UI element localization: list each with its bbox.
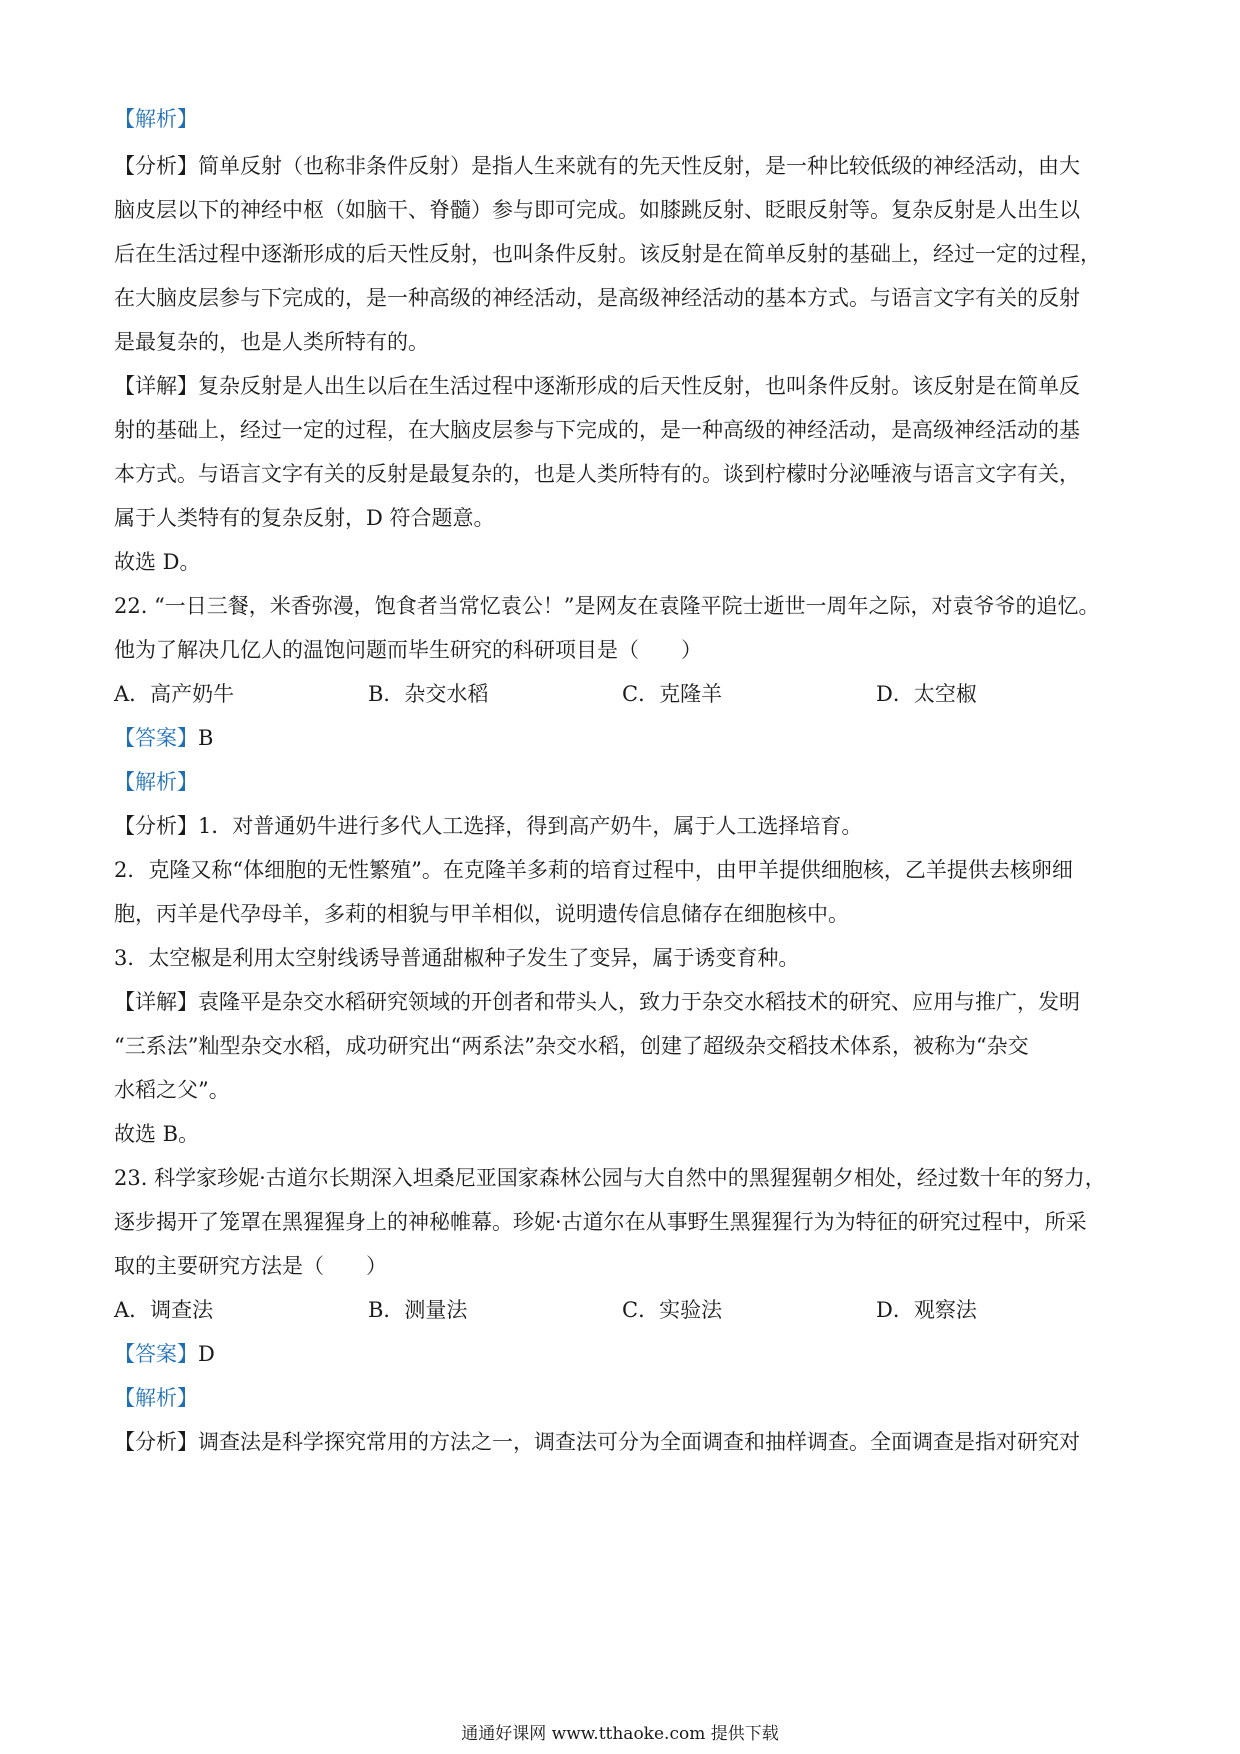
text-line: 2．克隆又称“体细胞的无性繁殖”。在克隆羊多莉的培育过程中，由甲羊提供细胞核，乙羊提供去核卵细	[114, 858, 1073, 882]
text-line: 调查法是科学探究常用的方法之一，调查法可分为全面调查和抽样调查。全面调查是指对研究对	[198, 1430, 1080, 1454]
question-23-stem: 取的主要研究方法是（ ）	[114, 1254, 387, 1278]
analysis-heading: 【解析】	[114, 107, 198, 131]
text-line: 1．对普通奶牛进行多代人工选择，得到高产奶牛，属于人工选择培育。	[198, 814, 863, 838]
text-line: 袁隆平是杂交水稻研究领域的开创者和带头人，致力于杂交水稻技术的研究、应用与推广，发明	[198, 990, 1080, 1014]
fenxi-tag: 【分析】	[114, 814, 198, 838]
option-c: C．克隆羊	[622, 682, 723, 706]
text-line: 脑皮层以下的神经中枢（如脑干、脊髓）参与即可完成。如膝跳反射、眨眼反射等。复杂反射是人出生以	[114, 198, 1080, 222]
fenxi-paragraph-line	[114, 811, 1154, 841]
fenxi-paragraph-line	[114, 151, 1154, 181]
text-line: 射的基础上，经过一定的过程，在大脑皮层参与下完成的，是一种高级的神经活动，是高级神经活动的基	[114, 418, 1080, 442]
answer-tag: 【答案】	[114, 1342, 198, 1366]
answer-line	[114, 723, 1154, 753]
xiangjie-paragraph-line	[114, 987, 1154, 1017]
xiangjie-tag: 【详解】	[114, 990, 198, 1014]
fenxi-tag: 【分析】	[114, 154, 198, 178]
option-a: A．高产奶牛	[114, 682, 235, 706]
text-line: 在大脑皮层参与下完成的，是一种高级的神经活动，是高级神经活动的基本方式。与语言文字有关的反射	[114, 286, 1080, 310]
question-22-stem: 他为了解决几亿人的温饱问题而毕生研究的科研项目是（ ）	[114, 638, 702, 662]
option-d: D．太空椒	[876, 682, 977, 706]
text-line: 属于人类特有的复杂反射，D 符合题意。	[114, 506, 495, 530]
option-d: D．观察法	[876, 1298, 977, 1322]
text-line: 水稻之父”。	[114, 1078, 230, 1102]
option-c: C．实验法	[622, 1298, 723, 1322]
xiangjie-paragraph-line	[114, 371, 1154, 401]
fenxi-tag: 【分析】	[114, 1430, 198, 1454]
option-b: B．杂交水稻	[368, 682, 489, 706]
answer-value: B	[198, 726, 214, 750]
text-line: 本方式。与语言文字有关的反射是最复杂的，也是人类所特有的。谈到柠檬时分泌唾液与语言文字有关，	[114, 462, 1080, 486]
question-23-stem: 23. 科学家珍妮·古道尔长期深入坦桑尼亚国家森林公园与大自然中的黑猩猩朝夕相处，经过数十年的努力，	[114, 1166, 1106, 1190]
text-line: 3．太空椒是利用太空射线诱导普通甜椒种子发生了变异，属于诱变育种。	[114, 946, 800, 970]
conclusion: 故选 B。	[114, 1122, 200, 1146]
text-line: 复杂反射是人出生以后在生活过程中逐渐形成的后天性反射，也叫条件反射。该反射是在简单反	[198, 374, 1080, 398]
option-b: B．测量法	[368, 1298, 468, 1322]
text-line: 胞，丙羊是代孕母羊，多莉的相貌与甲羊相似，说明遗传信息储存在细胞核中。	[114, 902, 849, 926]
text-line: “三系法”籼型杂交水稻，成功研究出“两系法”杂交水稻，创建了超级杂交稻技术体系，被称为“杂交	[114, 1034, 1029, 1058]
text-line: 是最复杂的，也是人类所特有的。	[114, 330, 429, 354]
fenxi-paragraph-line	[114, 1427, 1154, 1457]
page-footer: 通通好课网 www.tthaoke.com 提供下载	[461, 1724, 779, 1744]
xiangjie-tag: 【详解】	[114, 374, 198, 398]
answer-line	[114, 1339, 1154, 1369]
question-23-stem: 逐步揭开了笼罩在黑猩猩身上的神秘帷幕。珍妮·古道尔在从事野生黑猩猩行为为特征的研究过程中，所采	[114, 1210, 1087, 1234]
option-a: A．调查法	[114, 1298, 214, 1322]
analysis-heading: 【解析】	[114, 1386, 198, 1410]
answer-value: D	[198, 1342, 215, 1366]
conclusion: 故选 D。	[114, 550, 201, 574]
question-22-stem: 22. “一日三餐，米香弥漫，饱食者当常忆袁公！”是网友在袁隆平院士逝世一周年之际，对袁爷爷的追忆。	[114, 594, 1100, 618]
text-line: 后在生活过程中逐渐形成的后天性反射，也叫条件反射。该反射是在简单反射的基础上，经过一定的过程，	[114, 242, 1101, 266]
answer-tag: 【答案】	[114, 726, 198, 750]
text-line: 简单反射（也称非条件反射）是指人生来就有的先天性反射，是一种比较低级的神经活动，由大	[198, 154, 1080, 178]
analysis-heading: 【解析】	[114, 770, 198, 794]
